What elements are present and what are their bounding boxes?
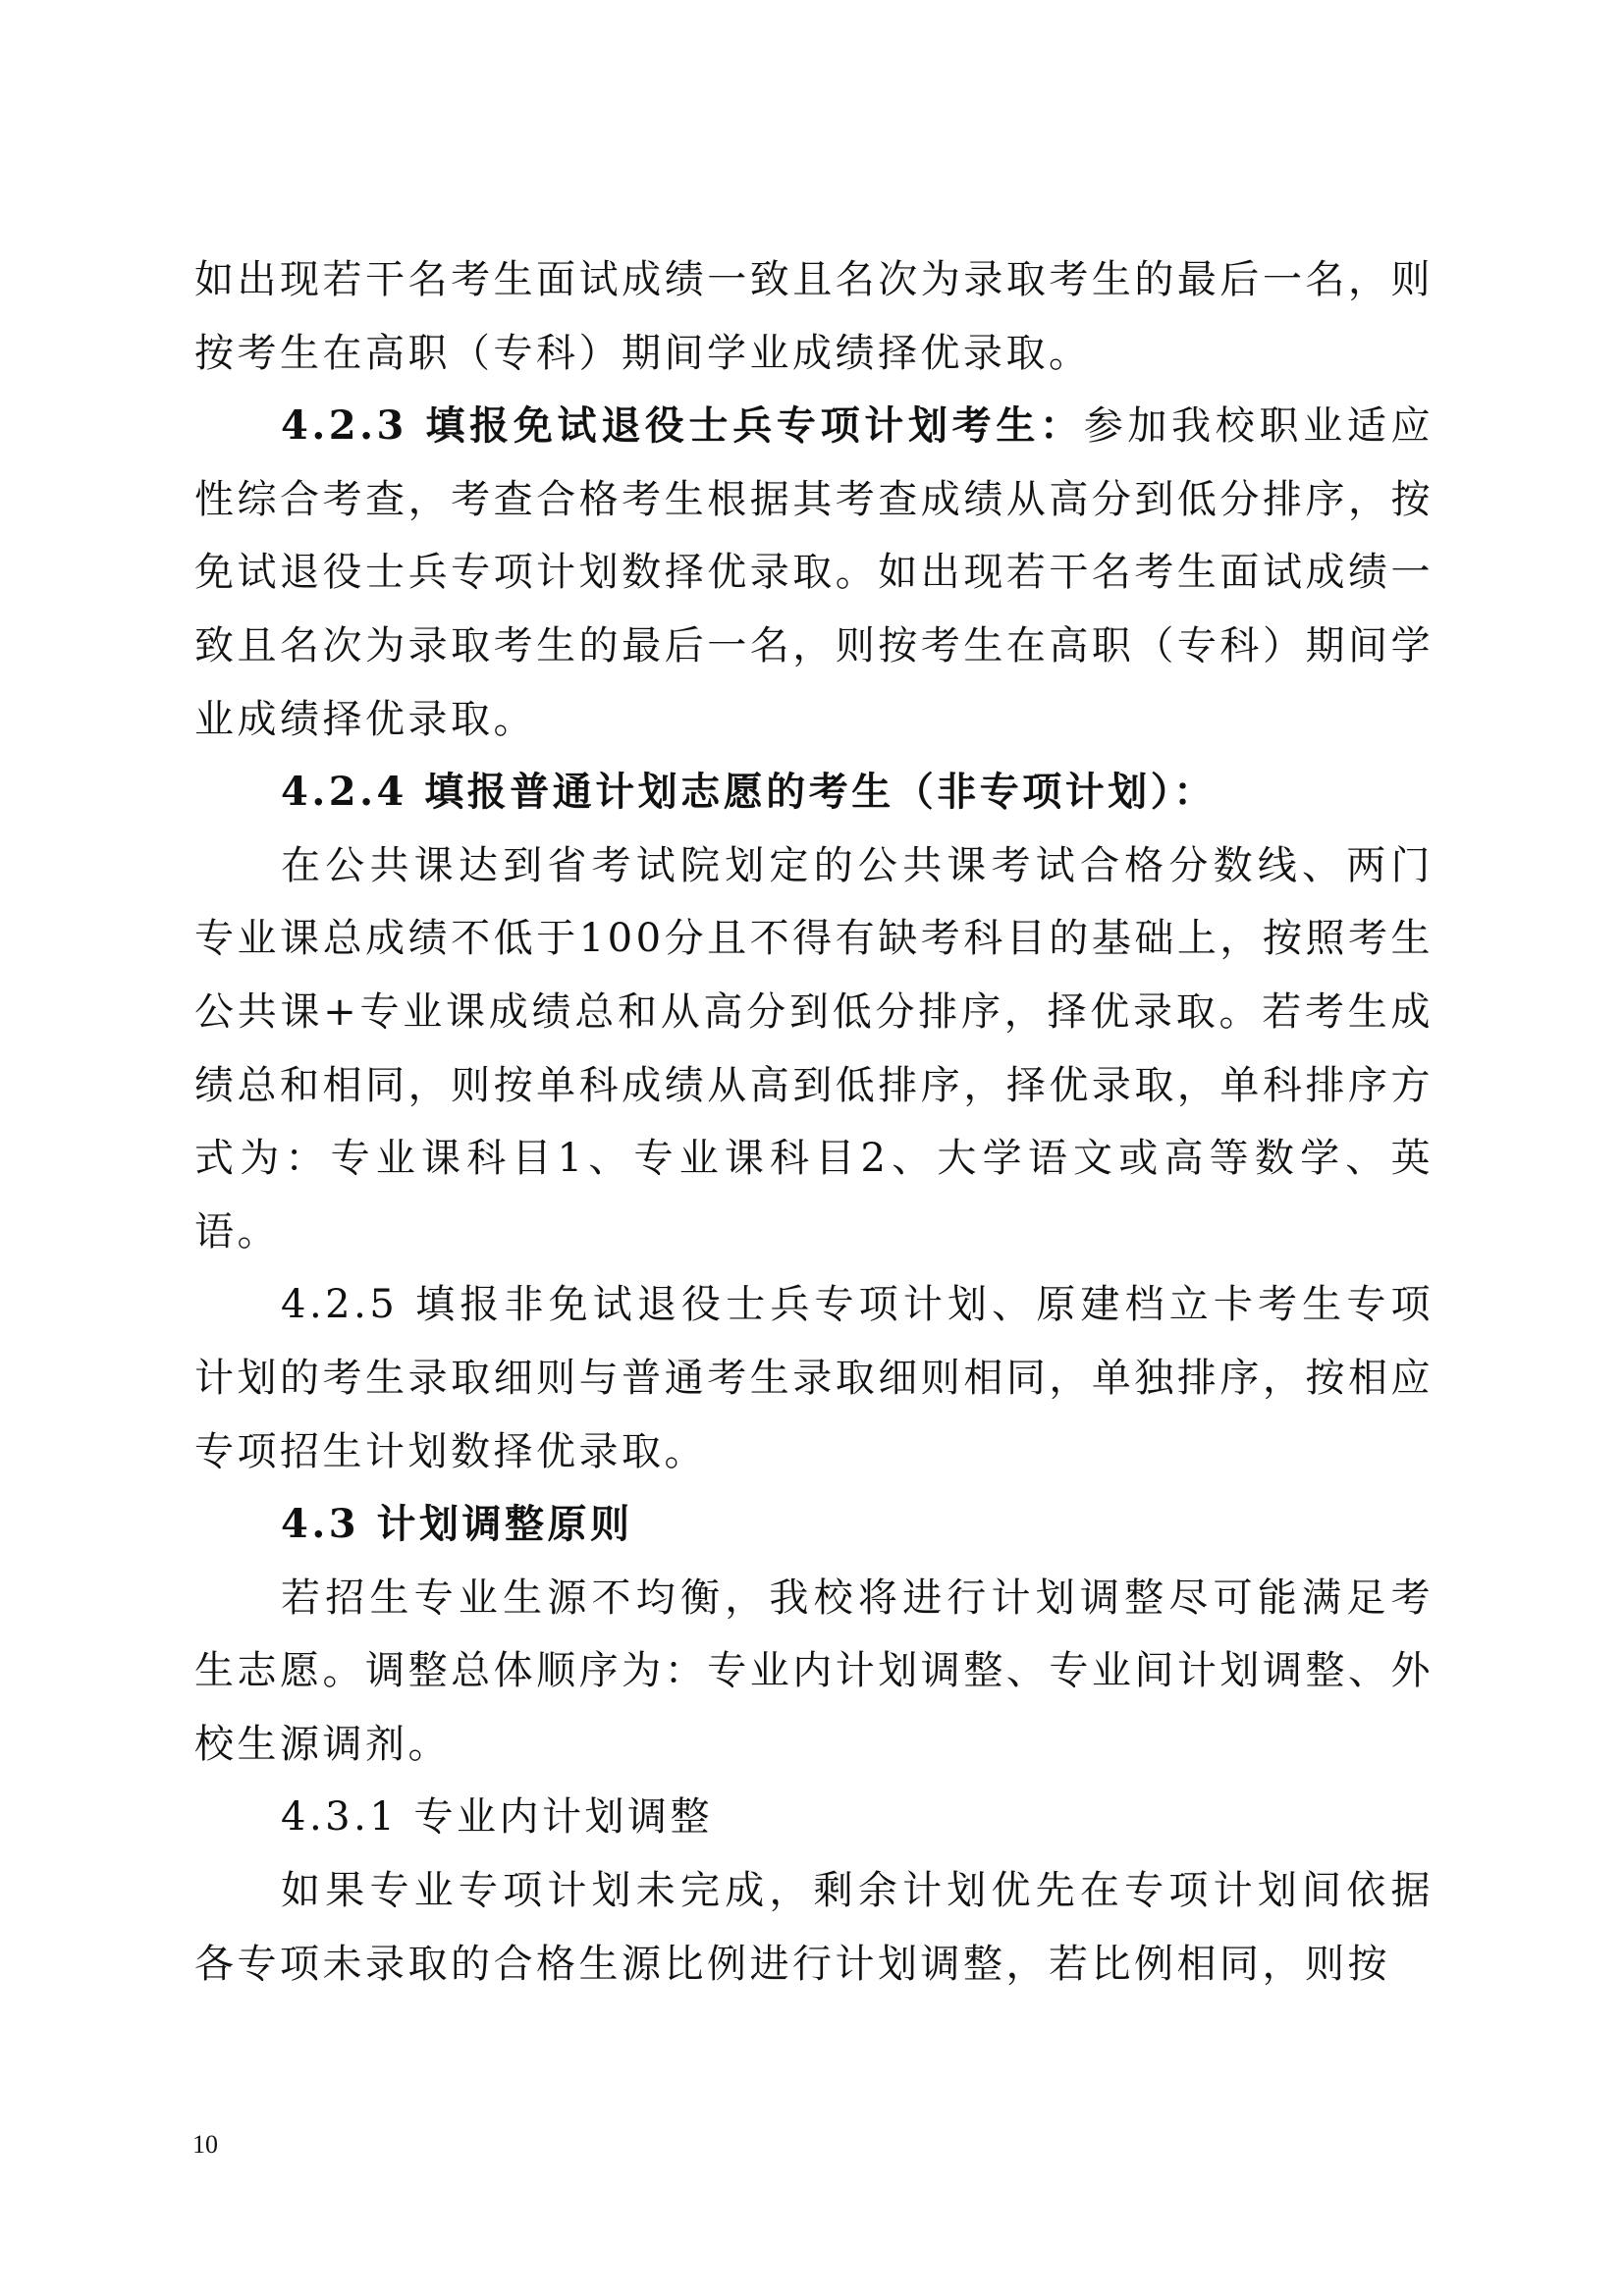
paragraph-text: 如出现若干名考生面试成绩一致且名次为录取考生的最后一名，则按考生在高职（专科）期间学业成绩择优录取。 (194, 257, 1434, 376)
paragraph-4-3-heading (194, 1488, 1434, 1562)
paragraph-4-3-body (194, 1562, 1434, 1782)
paragraph-4-2-5 (194, 1268, 1434, 1488)
paragraph-4-3-1-heading (194, 1781, 1434, 1854)
section-heading-4-2-3: 4.2.3 填报免试退役士兵专项计划考生： (281, 402, 1084, 450)
paragraph-text: 4.2.5 填报非免试退役士兵专项计划、原建档立卡考生专项计划的考生录取细则与普通考生录取细则相同，单独排序，按相应专项招生计划数择优录取。 (194, 1282, 1434, 1474)
paragraph-4-3-1-body (194, 1854, 1434, 2001)
paragraph-text: 参加我校职业适应性综合考查，考查合格考生根据其考查成绩从高分到低分排序，按免试退役士兵专项计划数择优录取。如出现若干名考生面试成绩一致且名次为录取考生的最后一名，则按考生在高职（专科）期间学业成绩择优录取。 (194, 403, 1435, 742)
paragraph-4-2-4-body (194, 829, 1434, 1269)
section-heading-4-3-1: 4.3.1 专业内计划调整 (281, 1794, 713, 1841)
paragraph-4-2-4-heading (194, 756, 1434, 829)
paragraph-text: 若招生专业生源不均衡，我校将进行计划调整尽可能满足考生志愿。调整总体顺序为：专业内计划调整、专业间计划调整、外校生源调剂。 (194, 1575, 1434, 1767)
section-heading-4-2-4: 4.2.4 填报普通计划志愿的考生（非专项计划）： (281, 769, 1217, 816)
page-number: 10 (192, 2130, 218, 2159)
document-body (194, 243, 1434, 2001)
paragraph-text: 在公共课达到省考试院划定的公共课考试合格分数线、两门专业课总成绩不低于100分且不得有缺考科目的基础上，按照考生公共课+专业课成绩总和从高分到低分排序，择优录取。若考生成绩总和相同，则按单科成绩从高到低排序，择优录取，单科排序方式为：专业课科目1、专业课科目2、大学语文或高等数学、英语。 (194, 842, 1434, 1255)
section-heading-4-3: 4.3 计划调整原则 (281, 1501, 633, 1548)
paragraph-continuation (194, 243, 1434, 390)
paragraph-4-2-3 (194, 390, 1434, 756)
paragraph-text: 如果专业专项计划未完成，剩余计划优先在专项计划间依据各专项未录取的合格生源比例进行计划调整，若比例相同，则按 (194, 1868, 1434, 1987)
